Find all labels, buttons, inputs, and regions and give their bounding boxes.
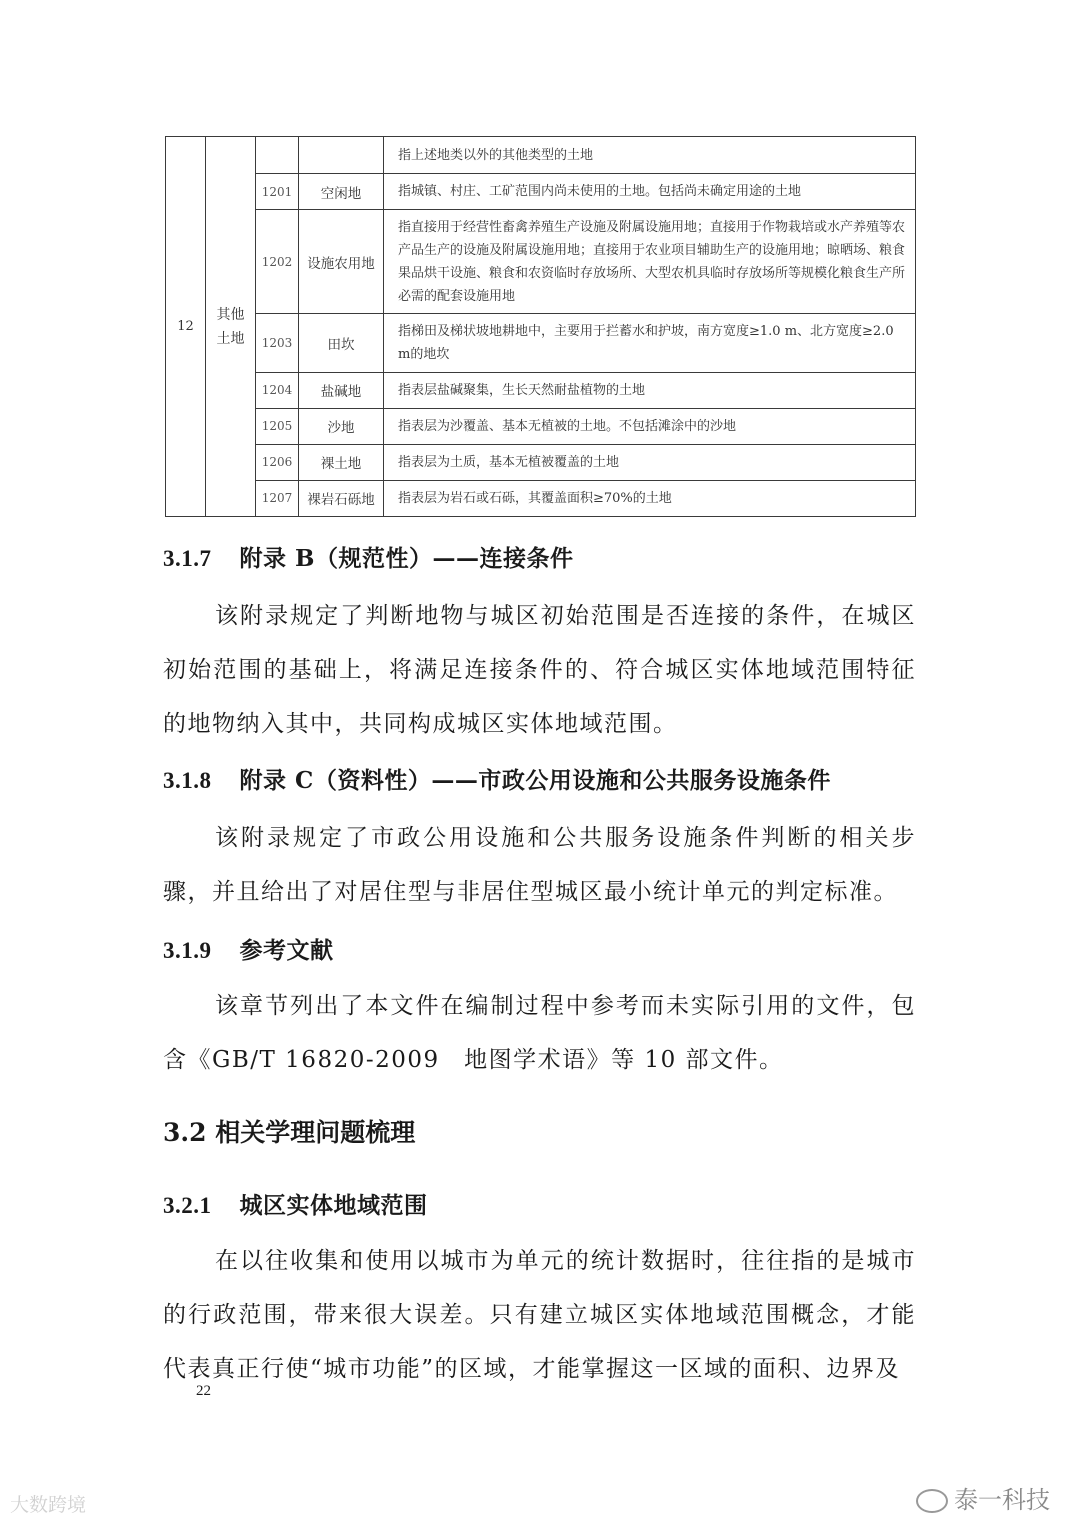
wechat-icon [916,1489,948,1513]
category-description: 指上述地类以外的其他类型的土地 [384,137,916,174]
page-number: 22 [196,1383,211,1399]
category-name: 其他 土地 [206,137,256,517]
heading-3-2: 3.2 相关学理问题梳理 [163,1118,416,1147]
watermark-left: 大数跨境 [10,1494,87,1516]
table-row: 1205 沙地 指表层为沙覆盖、基本无植被的土地。不包括滩涂中的沙地 [166,408,916,444]
category-number: 12 [166,137,206,517]
watermark-right: 泰一科技 [916,1480,1050,1515]
paragraph-3-1-9: 该章节列出了本文件在编制过程中参考而未实际引用的文件，包含《GB/T 16820-2009 地图学术语》等 10 部文件。 [163,993,916,1073]
heading-3-1-9: 3.1.9 参考文献 [163,937,334,964]
table-row: 1202 设施农用地 指直接用于经营性畜禽养殖生产设施及附属设施用地；直接用于作物栽培或水产养殖等农产品生产的设施及附属设施用地；直接用于农业项目辅助生产的设施用地；晾晒场、粮食果品烘干设施、粮食和农资临时存放场所、大型农机具临时存放场所等规模化粮食生产所必需的配套设施用地 [166,210,916,314]
paragraph-3-1-7: 该附录规定了判断地物与城区初始范围是否连接的条件，在城区初始范围的基础上，将满足连接条件的、符合城区实体地域范围特征的地物纳入其中，共同构成城区实体地域范围。 [163,603,916,737]
table-row: 1207 裸岩石砾地 指表层为岩石或石砾，其覆盖面积≥70%的土地 [166,480,916,516]
paragraph-3-1-8: 该附录规定了市政公用设施和公共服务设施条件判断的相关步骤，并且给出了对居住型与非居住型城区最小统计单元的判定标准。 [163,825,916,905]
table-row: 1206 裸土地 指表层为土质，基本无植被覆盖的土地 [166,444,916,480]
heading-3-1-7: 3.1.7 附录 B（规范性）——连接条件 [163,545,574,572]
heading-3-1-8: 3.1.8 附录 C（资料性）——市政公用设施和公共服务设施条件 [163,767,831,794]
land-class-table [165,136,916,517]
table-row: 1201 空闲地 指城镇、村庄、工矿范围内尚未使用的土地。包括尚未确定用途的土地 [166,174,916,210]
table-row: 1204 盐碱地 指表层盐碱聚集，生长天然耐盐植物的土地 [166,372,916,408]
paragraph-3-2-1: 在以往收集和使用以城市为单元的统计数据时，往往指的是城市的行政范围，带来很大误差。只有建立城区实体地域范围概念，才能代表真正行使“城市功能”的区域，才能掌握这一区域的面积、边界及 [163,1248,916,1382]
table-row: 1203 田坎 指梯田及梯状坡地耕地中，主要用于拦蓄水和护坡，南方宽度≥1.0 m、北方宽度≥2.0 m的地坎 [166,314,916,372]
heading-3-2-1: 3.2.1 城区实体地域范围 [163,1192,428,1219]
